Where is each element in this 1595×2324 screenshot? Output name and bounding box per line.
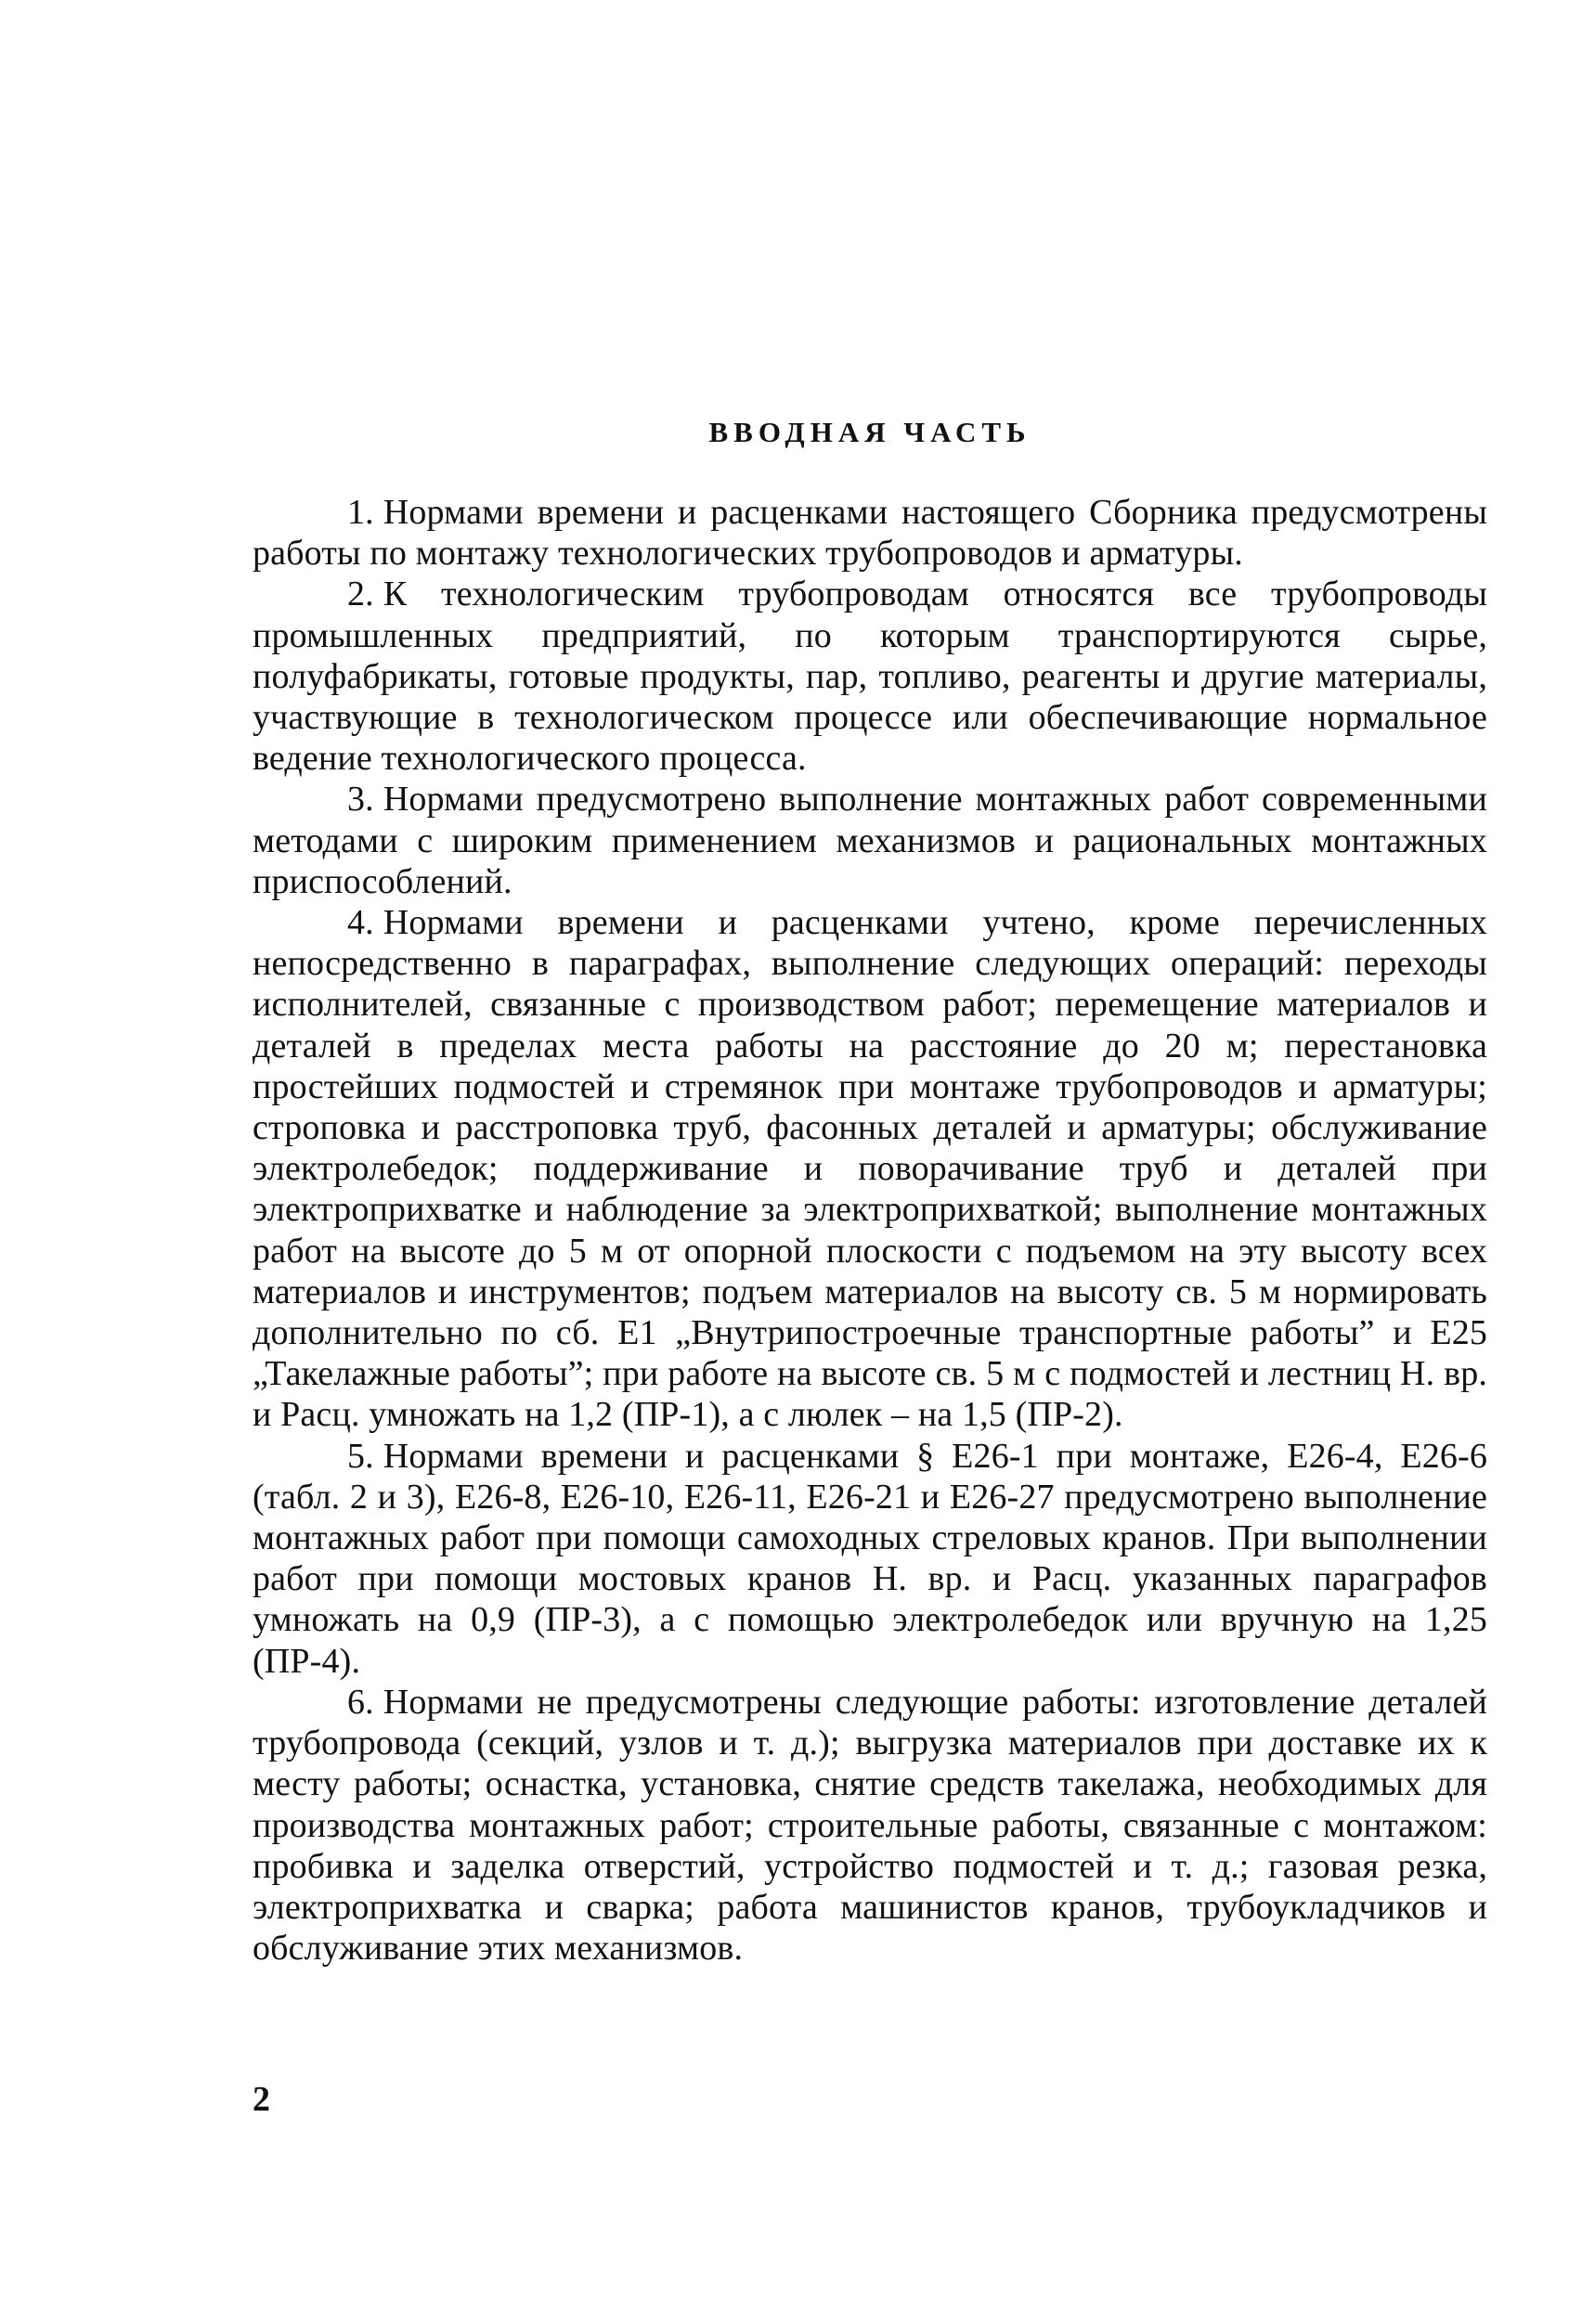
- paragraph-number: 3.: [347, 780, 374, 820]
- paragraph-6: [253, 1682, 1487, 1969]
- paragraph-2: [253, 574, 1487, 779]
- paragraph-text: К технологическим трубопроводам относятся все трубопроводы промышленных предприятий, по которым транспортируются сырье, полуфабрикаты, готовые продукты, пар, топливо, реагенты и другие материалы, участвующие в технологическом процессе или обеспечивающие нормальное ведение технологического процесса.: [253, 575, 1487, 779]
- paragraph-number: 6.: [347, 1682, 374, 1722]
- paragraph-text: Нормами не предусмотрены следующие работы: изготовление деталей трубопровода (секций, узлов и т. д.); выгрузка материалов при доставке их к месту работы; оснастка, установка, снятие средств такелажа, необходимых для производства монтажных работ; строительные работы, связанные с монтажом: пробивка и заделка отверстий, устройство подмостей и т. д.; газовая резка, электроприхватка и сварка; работа машинистов кранов, трубоукладчиков и обслуживание этих механизмов.: [253, 1682, 1487, 1969]
- paragraph-number: 2.: [347, 575, 374, 614]
- paragraph-text: Нормами времени и расценками настоящего Сборника предусмотрены работы по монтажу технологических трубопроводов и арматуры.: [253, 493, 1487, 574]
- paragraph-number: 1.: [347, 493, 374, 532]
- paragraph-1: [253, 492, 1487, 574]
- page-number: 2: [253, 2080, 270, 2119]
- paragraph-5: [253, 1436, 1487, 1682]
- paragraph-3: [253, 779, 1487, 902]
- paragraph-text: Нормами предусмотрено выполнение монтажных работ современными методами с широким применением механизмов и рациональных монтажных приспособлений.: [253, 780, 1487, 901]
- paragraph-text: Нормами времени и расценками учтено, кроме перечисленных непосредственно в параграфах, выполнение следующих операций: переходы исполнителей, связанные с производством работ; перемещение материалов и деталей в пределах места работы на расстояние до 20 м; перестановка простейших подмостей и стремянок при монтаже трубопроводов и арматуры; строповка и расстроповка труб, фасонных деталей и арматуры; обслуживание электролебедок; поддерживание и поворачивание труб и деталей при электроприхватке и наблюдение за электроприхваткой; выполнение монтажных работ на высоте до 5 м от опорной плоскости с подъемом на эту высоту всех материалов и инструментов; подъем материалов на высоту св. 5 м нормировать дополнительно по сб. Е1 „Внутрипостроечные транспортные работы” и Е25 „Такелажные работы”; при работе на высоте св. 5 м с подмостей и лестниц Н. вр. и Расц. умножать на 1,2 (ПР-1), а с люлек – на 1,5 (ПР-2).: [253, 903, 1487, 1435]
- paragraph-number: 4.: [347, 903, 374, 943]
- document-content: [253, 416, 1487, 1969]
- paragraph-number: 5.: [347, 1436, 374, 1476]
- section-heading: ВВОДНАЯ ЧАСТЬ: [708, 416, 1031, 448]
- paragraph-4: [253, 902, 1487, 1436]
- paragraph-text: Нормами времени и расценками § Е26-1 при монтаже, Е26-4, Е26-6 (табл. 2 и 3), Е26-8, Е26-10, Е26-11, Е26-21 и Е26-27 предусмотрено выполнение монтажных работ при помощи самоходных стреловых кранов. При выполнении работ при помощи мостовых кранов Н. вр. и Расц. указанных параграфов умножать на 0,9 (ПР-3), а с помощью электролебедок или вручную на 1,25 (ПР-4).: [253, 1436, 1487, 1681]
